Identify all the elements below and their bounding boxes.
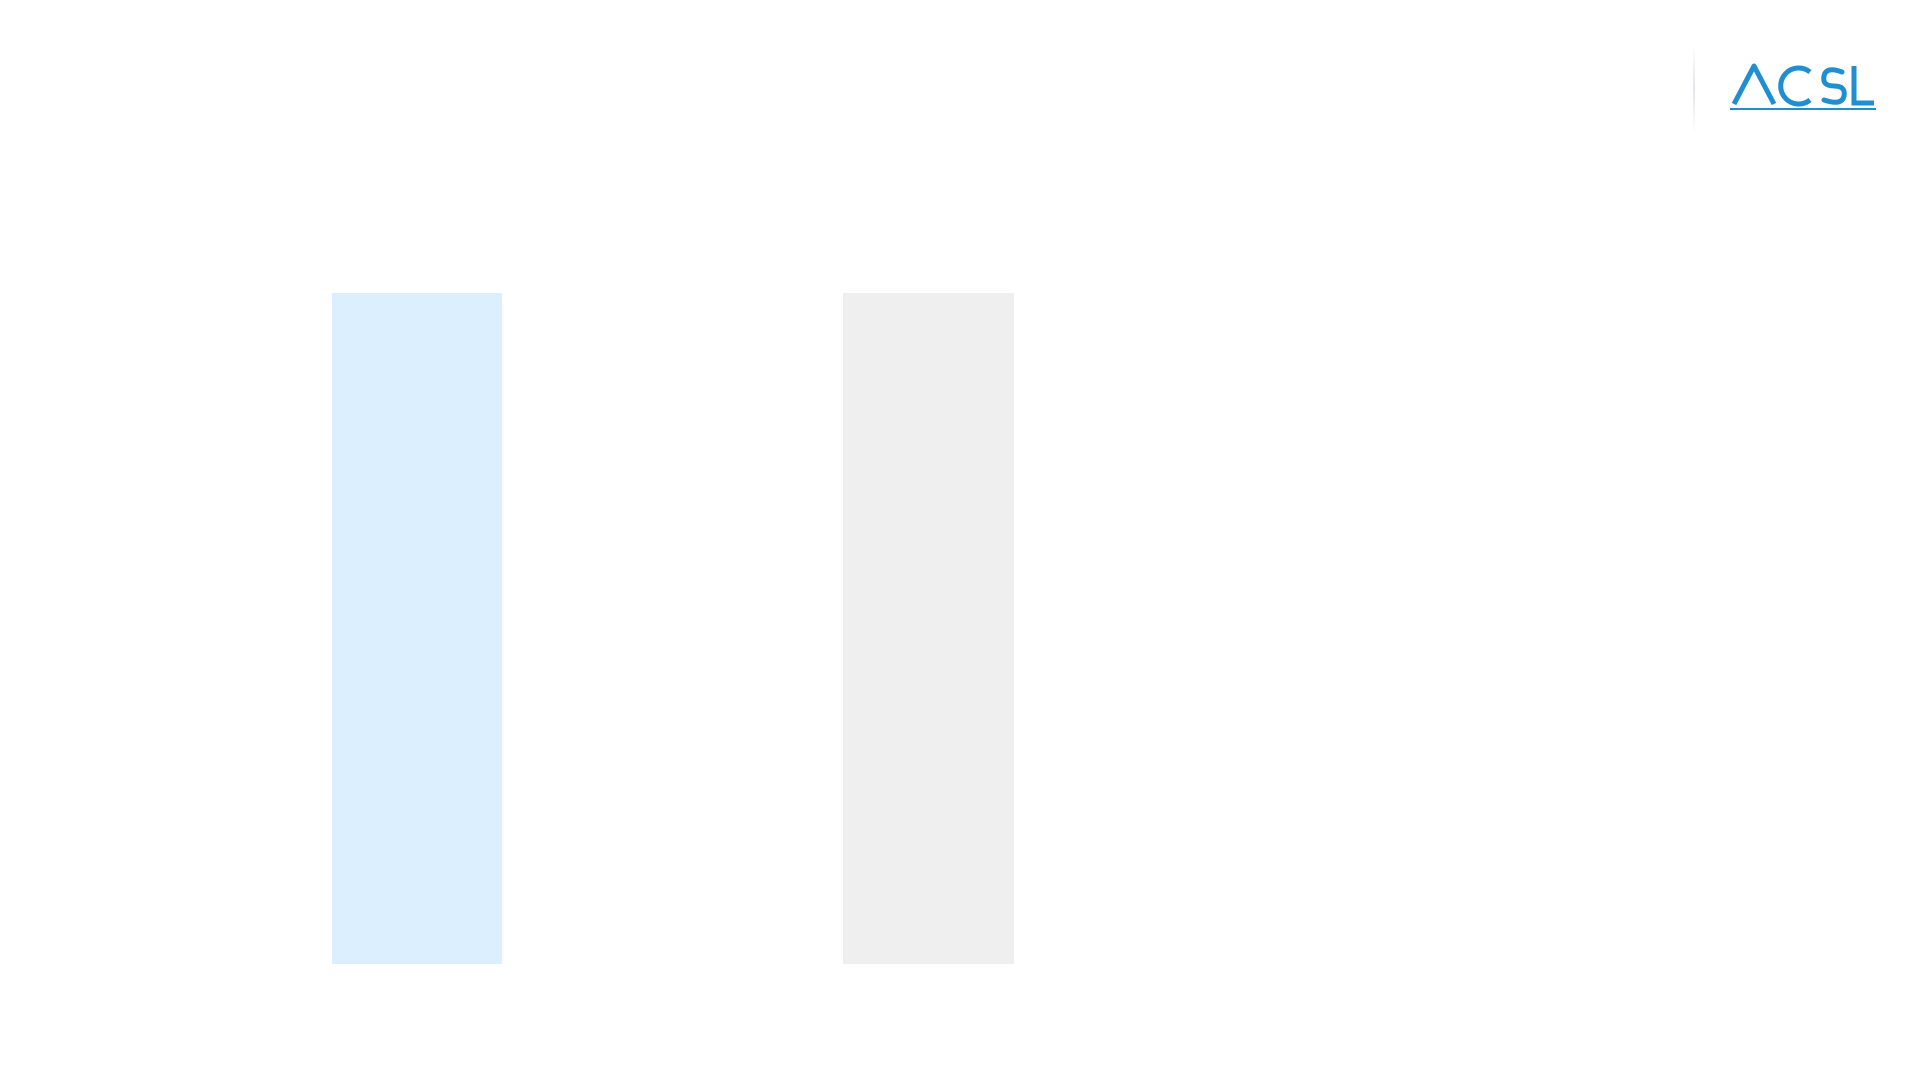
forecast-column-highlight xyxy=(332,293,502,964)
acsl-logo xyxy=(1730,56,1876,116)
reference-column-highlight xyxy=(843,293,1014,964)
logo-divider xyxy=(1693,44,1695,134)
